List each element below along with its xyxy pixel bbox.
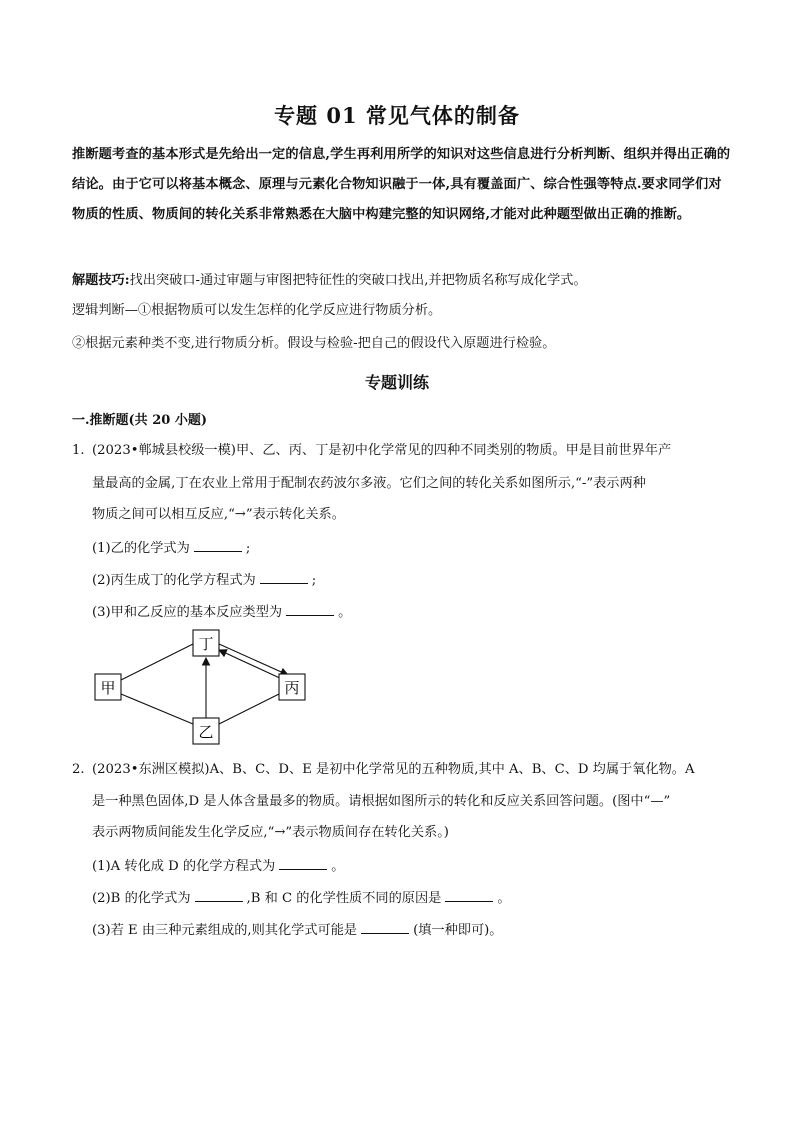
tips-text: 找出突破口-通过审题与审图把特征性的突破口找出,并把物质名称写成化学式。 — [129, 273, 587, 288]
node-ding-label: 丁 — [198, 635, 214, 653]
intro-paragraph: 推断题考查的基本形式是先给出一定的信息,学生再利用所学的知识对这些信息进行分析判断、组织并得出正确的结论。由于它可以将基本概念、原理与元素化合物知识融于一体,具有覆盖面广、综合性强等特点.要求同学们对物质的性质、物质间的转化关系非常熟悉在大脑中构建完整的知识网络,才能对此种题型做出正确的推断。 — [72, 147, 731, 222]
q1-sub2-end: ; — [311, 573, 317, 588]
q1-relationship-diagram — [85, 620, 315, 750]
answer-blank[interactable] — [260, 569, 308, 584]
q1-sub3-end: 。 — [338, 605, 352, 620]
q1-subquestion-1 — [92, 537, 250, 559]
answer-blank[interactable] — [279, 855, 327, 870]
page-title: 专题 01 常见气体的制备 — [274, 103, 520, 128]
q2-number: 2. — [72, 762, 85, 777]
answer-blank[interactable] — [445, 887, 493, 902]
tips-line-1 — [72, 271, 587, 291]
arrow-bing-to-ding — [219, 650, 284, 680]
q1-sub1-end: ; — [245, 541, 251, 556]
answer-blank[interactable] — [195, 887, 243, 902]
section-subtitle: 专题训练 — [364, 373, 429, 392]
node-bing — [279, 674, 305, 700]
q2-line-3: 表示两物质间能发生化学反应,“→”表示物质间存在转化关系。) — [92, 825, 449, 840]
answer-blank[interactable] — [361, 919, 409, 934]
tips-label: 解题技巧: — [72, 273, 130, 288]
q1-sub1-text: (1)乙的化学式为 — [92, 541, 190, 556]
q2-sub3-text: (3)若 E 由三种元素组成的,则其化学式可能是 — [92, 923, 358, 938]
node-yi-label: 乙 — [198, 723, 214, 741]
answer-blank[interactable] — [286, 601, 334, 616]
node-ding — [193, 630, 219, 656]
tips-line-3: ②根据元素种类不变,进行物质分析。假设与检验-把自己的假设代入原题进行检验。 — [72, 336, 556, 351]
answer-blank[interactable] — [194, 537, 242, 552]
q2-subquestion-3 — [92, 919, 503, 941]
q2-line-2: 是一种黑色固体,D 是人体含量最多的物质。请根据如图所示的转化和反应关系回答问题。(图中“—” — [92, 794, 671, 809]
q2-subquestion-1 — [92, 855, 344, 877]
q2-sub2-text-a: (2)B 的化学式为 — [92, 891, 191, 906]
q2-sub1-end: 。 — [331, 859, 345, 874]
node-jia-label: 甲 — [100, 679, 116, 697]
node-bing-label: 丙 — [284, 679, 300, 697]
q1-line-3: 物质之间可以相互反应,“→”表示转化关系。 — [92, 507, 345, 522]
q2-sub1-text: (1)A 转化成 D 的化学方程式为 — [92, 859, 276, 874]
q2-sub2-text-b: ,B 和 C 的化学性质不同的原因是 — [246, 891, 442, 906]
node-jia — [95, 674, 121, 700]
section-heading: 一.推断题(共 20 小题) — [72, 413, 207, 428]
q2-sub2-end: 。 — [497, 891, 511, 906]
q1-number: 1. — [72, 443, 85, 458]
tips-line-2: 逻辑判断—①根据物质可以发生怎样的化学反应进行物质分析。 — [72, 303, 442, 318]
q1-line-1: (2023•郸城县校级一模)甲、乙、丙、丁是初中化学常见的四种不同类别的物质。甲是目前世界年产 — [92, 443, 672, 458]
q2-line-1: (2023•东洲区模拟)A、B、C、D、E 是初中化学常见的五种物质,其中 A、B、C、D 均属于氧化物。A — [92, 762, 695, 777]
q1-subquestion-2 — [92, 569, 316, 591]
link-yi-bing — [219, 694, 279, 724]
link-jia-yi — [121, 694, 193, 724]
arrow-ding-to-bing — [219, 644, 288, 675]
node-yi — [193, 718, 219, 744]
q1-sub3-text: (3)甲和乙反应的基本反应类型为 — [92, 605, 283, 620]
link-jia-ding — [121, 644, 193, 680]
q1-line-2: 量最高的金属,丁在农业上常用于配制农药波尔多液。它们之间的转化关系如图所示,“-”表示两种 — [92, 476, 646, 491]
q1-sub2-text: (2)丙生成丁的化学方程式为 — [92, 573, 256, 588]
q2-subquestion-2 — [92, 887, 511, 909]
q2-sub3-end: (填一种即可)。 — [413, 923, 503, 938]
